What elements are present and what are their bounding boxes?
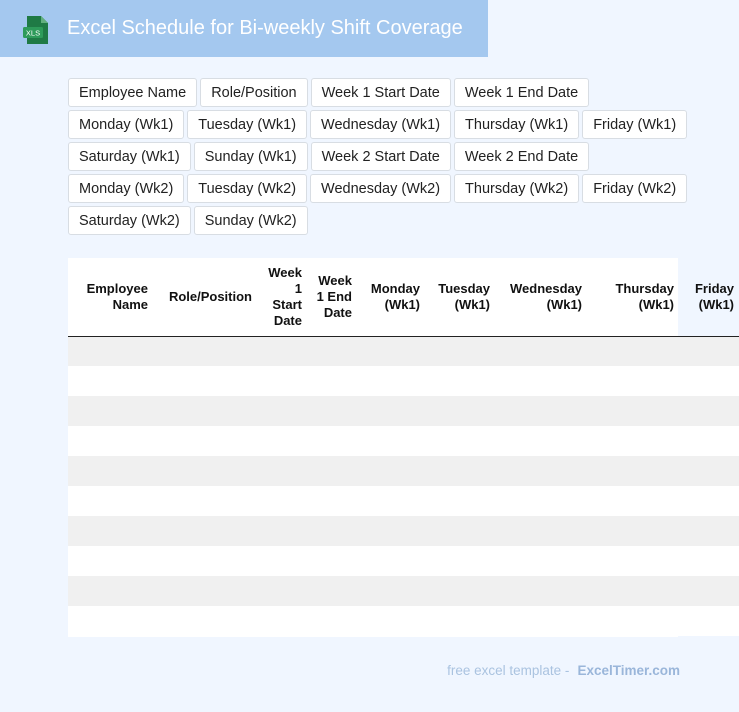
column-header: Thursday (Wk1) xyxy=(587,258,679,336)
table-cell[interactable] xyxy=(68,486,153,516)
table-cell[interactable] xyxy=(357,366,425,396)
table-cell[interactable] xyxy=(68,606,153,636)
table-cell[interactable] xyxy=(587,486,679,516)
table-cell[interactable] xyxy=(153,366,257,396)
field-chip[interactable]: Week 2 Start Date xyxy=(311,142,451,171)
table-cell[interactable] xyxy=(307,456,357,486)
table-cell[interactable] xyxy=(153,606,257,636)
table-cell[interactable] xyxy=(587,606,679,636)
table-cell[interactable] xyxy=(425,366,495,396)
column-header: Role/Position xyxy=(153,258,257,336)
field-chip[interactable]: Role/Position xyxy=(200,78,307,107)
field-chip[interactable]: Week 1 Start Date xyxy=(311,78,451,107)
table-cell[interactable] xyxy=(679,456,739,486)
field-chip[interactable]: Wednesday (Wk1) xyxy=(310,110,451,139)
field-chip-row xyxy=(68,142,698,171)
table-cell[interactable] xyxy=(425,426,495,456)
table-cell[interactable] xyxy=(495,426,587,456)
table-cell[interactable] xyxy=(587,366,679,396)
table-cell[interactable] xyxy=(257,456,307,486)
table-cell[interactable] xyxy=(495,546,587,576)
table-cell[interactable] xyxy=(307,606,357,636)
table-cell[interactable] xyxy=(357,336,425,366)
table-cell[interactable] xyxy=(257,366,307,396)
table-row xyxy=(68,426,739,456)
table-cell[interactable] xyxy=(679,366,739,396)
footer-text: free excel template - xyxy=(447,663,570,678)
table-cell[interactable] xyxy=(679,336,739,366)
field-chip[interactable]: Employee Name xyxy=(68,78,197,107)
table-cell[interactable] xyxy=(679,576,739,606)
field-chip[interactable]: Thursday (Wk2) xyxy=(454,174,579,203)
footer-brand-link[interactable]: ExcelTimer.com xyxy=(577,663,680,678)
table-cell[interactable] xyxy=(68,426,153,456)
field-chip[interactable]: Sunday (Wk2) xyxy=(194,206,308,235)
column-header: Employee Name xyxy=(68,258,153,336)
table-cell[interactable] xyxy=(587,426,679,456)
table-row xyxy=(68,576,739,606)
page-title: Excel Schedule for Bi-weekly Shift Coverage xyxy=(67,17,463,39)
column-header: Wednesday (Wk1) xyxy=(495,258,587,336)
field-chip-row xyxy=(68,110,698,139)
table-cell[interactable] xyxy=(257,426,307,456)
field-chip[interactable]: Week 1 End Date xyxy=(454,78,589,107)
table-cell[interactable] xyxy=(679,426,739,456)
table-cell[interactable] xyxy=(587,516,679,546)
table-cell[interactable] xyxy=(495,396,587,426)
table-cell[interactable] xyxy=(307,546,357,576)
table-cell[interactable] xyxy=(307,516,357,546)
field-chip[interactable]: Week 2 End Date xyxy=(454,142,589,171)
table-cell[interactable] xyxy=(68,516,153,546)
table-cell[interactable] xyxy=(495,456,587,486)
table-cell[interactable] xyxy=(257,576,307,606)
field-chip[interactable]: Monday (Wk2) xyxy=(68,174,184,203)
field-chip-row xyxy=(68,78,698,107)
table-cell[interactable] xyxy=(587,396,679,426)
field-chip[interactable]: Sunday (Wk1) xyxy=(194,142,308,171)
table-cell[interactable] xyxy=(153,486,257,516)
table-cell[interactable] xyxy=(495,516,587,546)
table-cell[interactable] xyxy=(587,546,679,576)
field-chip[interactable]: Friday (Wk2) xyxy=(582,174,687,203)
field-chip-row xyxy=(68,206,698,235)
table-cell[interactable] xyxy=(425,606,495,636)
field-chip[interactable]: Saturday (Wk1) xyxy=(68,142,191,171)
table-cell[interactable] xyxy=(679,546,739,576)
table-row xyxy=(68,456,739,486)
table-cell[interactable] xyxy=(425,486,495,516)
table-cell[interactable] xyxy=(357,486,425,516)
table-cell[interactable] xyxy=(587,336,679,366)
table-cell[interactable] xyxy=(357,576,425,606)
column-header: Tuesday (Wk1) xyxy=(425,258,495,336)
table-cell[interactable] xyxy=(357,426,425,456)
field-chip-list xyxy=(68,78,698,238)
table-cell[interactable] xyxy=(68,456,153,486)
table-cell[interactable] xyxy=(257,546,307,576)
table-cell[interactable] xyxy=(307,366,357,396)
table-row xyxy=(68,516,739,546)
table-cell[interactable] xyxy=(307,426,357,456)
table-cell[interactable] xyxy=(257,336,307,366)
table-cell[interactable] xyxy=(495,606,587,636)
field-chip[interactable]: Saturday (Wk2) xyxy=(68,206,191,235)
table-cell[interactable] xyxy=(68,396,153,426)
field-chip[interactable]: Monday (Wk1) xyxy=(68,110,184,139)
schedule-table xyxy=(68,258,739,636)
table-cell[interactable] xyxy=(257,516,307,546)
table-cell[interactable] xyxy=(68,366,153,396)
table-row xyxy=(68,366,739,396)
table-row xyxy=(68,606,739,636)
table-cell[interactable] xyxy=(425,546,495,576)
table-cell[interactable] xyxy=(679,486,739,516)
table-cell[interactable] xyxy=(425,456,495,486)
column-header: Monday (Wk1) xyxy=(357,258,425,336)
field-chip[interactable]: Thursday (Wk1) xyxy=(454,110,579,139)
table-row xyxy=(68,546,739,576)
table-cell[interactable] xyxy=(307,576,357,606)
table-cell[interactable] xyxy=(307,486,357,516)
table-cell[interactable] xyxy=(679,606,739,636)
field-chip[interactable]: Wednesday (Wk2) xyxy=(310,174,451,203)
table-cell[interactable] xyxy=(495,576,587,606)
table-cell[interactable] xyxy=(153,546,257,576)
field-chip[interactable]: Tuesday (Wk1) xyxy=(187,110,307,139)
table-cell[interactable] xyxy=(425,576,495,606)
footer xyxy=(447,663,680,678)
column-header: Friday (Wk1) xyxy=(679,258,739,336)
table-cell[interactable] xyxy=(495,366,587,396)
table-cell[interactable] xyxy=(495,336,587,366)
field-chip[interactable]: Friday (Wk1) xyxy=(582,110,687,139)
column-header: Week 1 End Date xyxy=(307,258,357,336)
table-cell[interactable] xyxy=(587,576,679,606)
table-cell[interactable] xyxy=(257,486,307,516)
table-row xyxy=(68,486,739,516)
table-cell[interactable] xyxy=(425,396,495,426)
table-cell[interactable] xyxy=(357,516,425,546)
table-cell[interactable] xyxy=(425,336,495,366)
title-banner xyxy=(0,0,488,57)
table-cell[interactable] xyxy=(357,606,425,636)
table-cell[interactable] xyxy=(679,396,739,426)
table-cell[interactable] xyxy=(153,426,257,456)
table-row xyxy=(68,336,739,366)
table-cell[interactable] xyxy=(153,336,257,366)
table-cell[interactable] xyxy=(153,396,257,426)
table-row xyxy=(68,396,739,426)
xls-file-icon xyxy=(20,14,52,46)
field-chip[interactable]: Tuesday (Wk2) xyxy=(187,174,307,203)
table-cell[interactable] xyxy=(153,516,257,546)
table-cell[interactable] xyxy=(357,396,425,426)
table-cell[interactable] xyxy=(357,456,425,486)
table-cell[interactable] xyxy=(679,516,739,546)
column-header: Week 1 Start Date xyxy=(257,258,307,336)
table-cell[interactable] xyxy=(307,336,357,366)
table-cell[interactable] xyxy=(425,516,495,546)
table-cell[interactable] xyxy=(68,546,153,576)
table-cell[interactable] xyxy=(68,576,153,606)
table-cell[interactable] xyxy=(495,486,587,516)
table-cell[interactable] xyxy=(357,546,425,576)
table-cell[interactable] xyxy=(307,396,357,426)
schedule-table-container xyxy=(68,258,734,637)
table-cell[interactable] xyxy=(153,456,257,486)
table-cell[interactable] xyxy=(587,456,679,486)
table-cell[interactable] xyxy=(68,336,153,366)
table-cell[interactable] xyxy=(257,606,307,636)
field-chip-row xyxy=(68,174,698,203)
table-cell[interactable] xyxy=(257,396,307,426)
table-cell[interactable] xyxy=(153,576,257,606)
svg-text:XLS: XLS xyxy=(25,28,41,38)
